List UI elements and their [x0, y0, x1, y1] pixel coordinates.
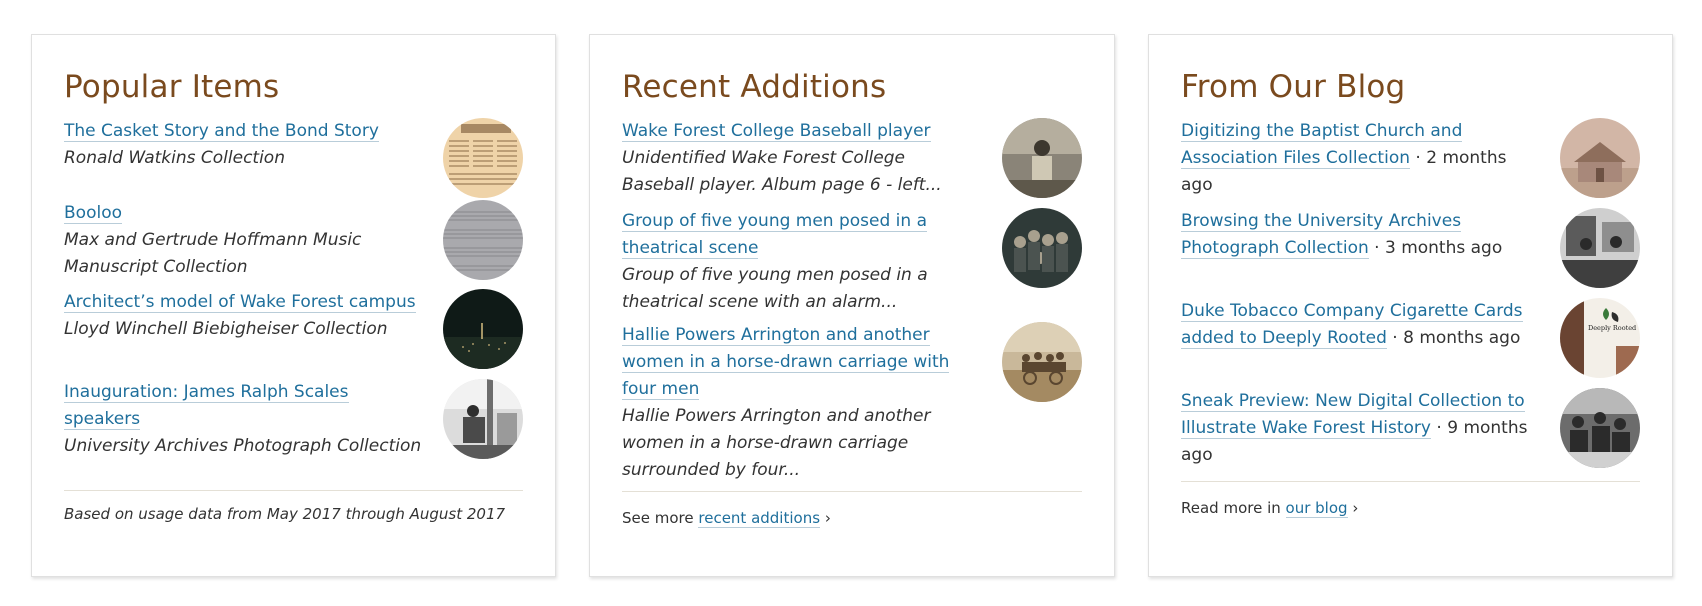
item-collection: Lloyd Winchell Biebigheiser Collection: [64, 319, 388, 339]
item-title-link[interactable]: Hallie Powers Arrington and another women in a horse-drawn carriage with four men: [622, 325, 950, 399]
deeply-rooted-logo-text: Deeply Rooted: [1588, 324, 1637, 332]
digital-collection-thumbnail[interactable]: [1560, 388, 1640, 468]
list-item: [64, 379, 523, 456]
item-description: Unidentified Wake Forest College Baseball player. Album page 6 - left...: [622, 148, 942, 195]
item-collection: Ronald Watkins Collection: [64, 148, 285, 168]
manuscript-thumbnail[interactable]: [443, 200, 523, 280]
separator: ·: [1431, 418, 1448, 438]
popular-items-footer: [64, 505, 523, 523]
church-thumbnail[interactable]: [1560, 118, 1640, 198]
baseball-player-thumbnail[interactable]: [1002, 118, 1082, 198]
deeply-rooted-thumbnail[interactable]: [1560, 298, 1640, 378]
popular-items-panel: [31, 34, 556, 577]
recent-additions-link[interactable]: recent additions: [698, 509, 821, 527]
item-title-link[interactable]: The Casket Story and the Bond Story: [64, 121, 379, 141]
item-description: Group of five young men posed in a theatrical scene with an alarm...: [622, 265, 928, 312]
chevron-right-icon: ›: [1352, 499, 1359, 517]
list-item: [64, 118, 523, 180]
item-title-link[interactable]: Wake Forest College Baseball player: [622, 121, 931, 141]
popular-items-title: Popular Items: [64, 69, 280, 105]
blog-post-list: [1181, 118, 1640, 465]
separator: ·: [1368, 238, 1385, 258]
our-blog-link[interactable]: our blog: [1285, 499, 1348, 517]
list-item: [64, 289, 523, 359]
separator: ·: [1410, 148, 1427, 168]
post-age: 9 months ago: [1181, 418, 1528, 465]
blog-footer: [1181, 499, 1640, 517]
campus-model-thumbnail[interactable]: [443, 289, 523, 369]
list-item: [622, 118, 1082, 200]
carriage-thumbnail[interactable]: [1002, 322, 1082, 402]
panel-divider: [1181, 481, 1640, 482]
item-title-link[interactable]: Architect’s model of Wake Forest campus: [64, 292, 416, 312]
item-title-link[interactable]: Booloo: [64, 203, 122, 223]
theatrical-scene-thumbnail[interactable]: [1002, 208, 1082, 288]
post-age: 3 months ago: [1384, 238, 1503, 258]
blog-title: From Our Blog: [1181, 69, 1406, 105]
item-description: Hallie Powers Arrington and another women in a horse-drawn carriage surrounded by four...: [622, 406, 931, 480]
chevron-right-icon: ›: [824, 509, 831, 527]
see-more-label: See more: [622, 509, 699, 527]
usage-note: Based on usage data from May 2017 through August 2017: [64, 505, 506, 523]
archives-photograph-thumbnail[interactable]: [1560, 208, 1640, 288]
popular-items-list: [64, 118, 523, 456]
item-collection: University Archives Photograph Collection: [64, 436, 422, 456]
list-item: [1181, 118, 1640, 195]
recent-additions-footer: [622, 509, 1082, 527]
item-title-link[interactable]: Inauguration: James Ralph Scales speakers: [64, 382, 349, 429]
blog-post-link[interactable]: Duke Tobacco Company Cigarette Cards added to Deeply Rooted: [1181, 301, 1523, 348]
inauguration-thumbnail[interactable]: [443, 379, 523, 459]
separator: ·: [1386, 328, 1404, 348]
post-age: 2 months ago: [1181, 148, 1507, 195]
recent-additions-panel: [589, 34, 1115, 577]
list-item: [622, 208, 1082, 316]
recent-additions-title: Recent Additions: [622, 69, 887, 105]
panel-divider: [64, 490, 523, 491]
blog-post-link[interactable]: Browsing the University Archives Photograph Collection: [1181, 211, 1462, 258]
newspaper-thumbnail[interactable]: [443, 118, 523, 198]
blog-post-link[interactable]: Digitizing the Baptist Church and Association Files Collection: [1181, 121, 1463, 168]
item-collection: Max and Gertrude Hoffmann Music Manuscript Collection: [64, 230, 362, 277]
read-more-label: Read more in: [1181, 499, 1286, 517]
panel-divider: [622, 491, 1082, 492]
list-item: [64, 200, 523, 280]
list-item: [1181, 208, 1640, 278]
blog-panel: [1148, 34, 1673, 577]
item-title-link[interactable]: Group of five young men posed in a theatrical scene: [622, 211, 928, 258]
list-item: [1181, 298, 1640, 368]
blog-post-link[interactable]: Sneak Preview: New Digital Collection to Illustrate Wake Forest History: [1181, 391, 1525, 438]
list-item: [622, 322, 1082, 480]
list-item: [1181, 388, 1640, 465]
post-age: 8 months ago: [1403, 328, 1521, 348]
recent-additions-list: [622, 118, 1082, 480]
